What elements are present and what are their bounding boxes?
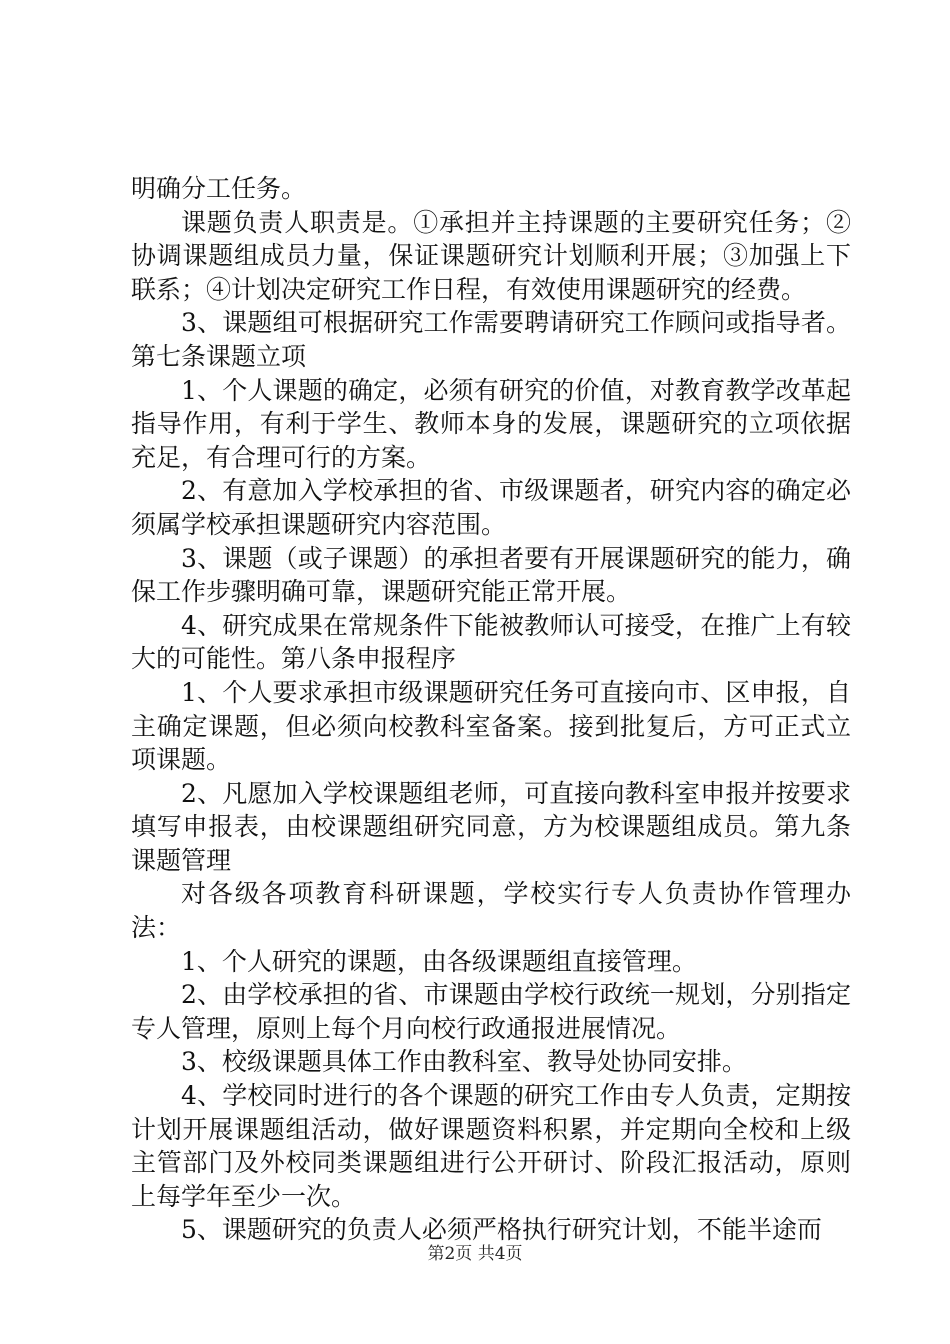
document-body xyxy=(131,172,851,1247)
paragraph: 2、由学校承担的省、市课题由学校行政统一规划，分别指定专人管理，原则上每个月向校行政通报进展情况。 xyxy=(131,980,851,1043)
paragraph: 课题负责人职责是。①承担并主持课题的主要研究任务；②协调课题组成员力量，保证课题研究计划顺利开展；③加强上下联系；④计划决定研究工作日程，有效使用课题研究的经费。 xyxy=(131,207,851,304)
page-footer: 第2页 共4页 xyxy=(427,1244,523,1264)
paragraph: 2、凡愿加入学校课题组老师，可直接向教科室申报并按要求填写申报表，由校课题组研究同意，方为校课题组成员。第九条课题管理 xyxy=(131,778,851,875)
paragraph: 明确分工任务。 xyxy=(131,174,307,203)
paragraph: 3、课题组可根据研究工作需要聘请研究工作顾问或指导者。第七条课题立项 xyxy=(131,308,851,371)
paragraph: 5、课题研究的负责人必须严格执行研究计划，不能半途而 xyxy=(181,1215,822,1245)
paragraph: 1、个人要求承担市级课题研究任务可直接向市、区申报，自主确定课题，但必须向校教科室备案。接到批复后，方可正式立项课题。 xyxy=(131,677,851,775)
paragraph: 4、研究成果在常规条件下能被教师认可接受，在推广上有较大的可能性。第八条申报程序 xyxy=(131,610,851,674)
paragraph: 3、课题（或子课题）的承担者要有开展课题研究的能力，确保工作步骤明确可靠，课题研究能正常开展。 xyxy=(131,543,851,607)
paragraph: 4、学校同时进行的各个课题的研究工作由专人负责，定期按计划开展课题组活动，做好课题资料积累，并定期向全校和上级主管部门及外校同类课题组进行公开研讨、阶段汇报活动，原则上每学年至少一次。 xyxy=(131,1081,851,1211)
paragraph: 1、个人研究的课题，由各级课题组直接管理。 xyxy=(181,946,697,976)
paragraph: 3、校级课题具体工作由教科室、教导处协同安排。 xyxy=(181,1047,747,1077)
paragraph: 2、有意加入学校承担的省、市级课题者，研究内容的确定必须属学校承担课题研究内容范围。 xyxy=(131,476,851,539)
paragraph: 1、个人课题的确定，必须有研究的价值，对教育教学改革起指导作用，有利于学生、教师本身的发展，课题研究的立项依据充足，有合理可行的方案。 xyxy=(131,375,851,472)
paragraph: 对各级各项教育科研课题，学校实行专人负责协作管理办法： xyxy=(131,879,851,943)
